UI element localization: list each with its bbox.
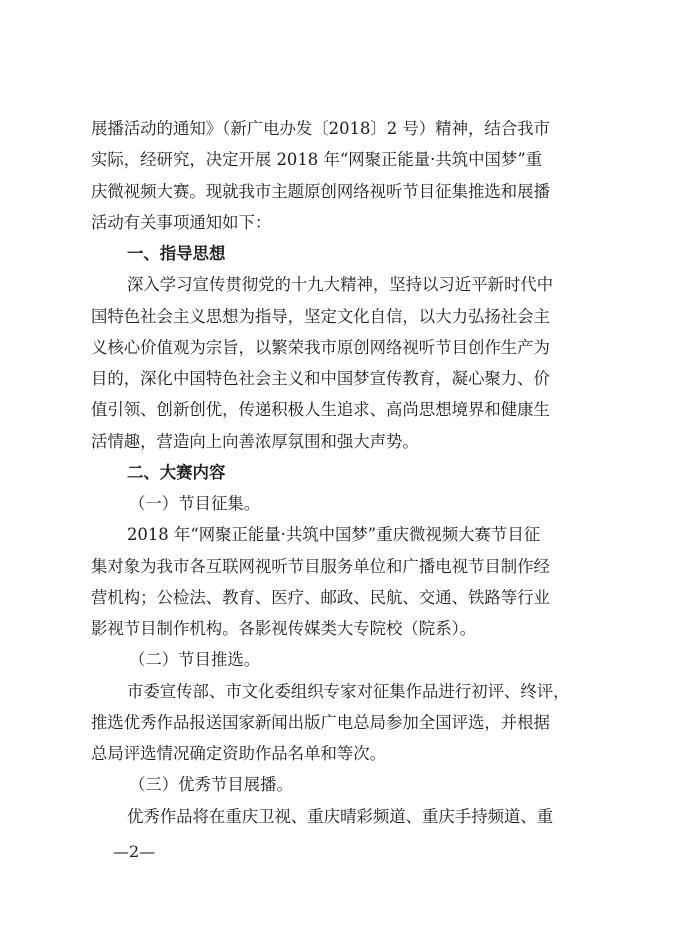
- body-line: 展播活动的通知》（新广电办发〔2018〕2 号）精神，结合我市: [91, 119, 550, 138]
- section-heading: 二、大赛内容: [127, 463, 226, 482]
- body-line: 影视节目制作机构。各影视传媒类大专院校（院系）。: [91, 619, 477, 638]
- body-line: 总局评选情况确定资助作品名单和等次。: [91, 744, 387, 763]
- body-line: 市委宣传部、市文化委组织专家对征集作品进行初评、终评，: [127, 682, 570, 701]
- body-line: 活情趣，营造向上向善浓厚氛围和强大声势。: [91, 432, 419, 451]
- body-line: 实际，经研究，决定开展 2018 年“网聚正能量·共筑中国梦”重: [91, 150, 543, 169]
- body-line: 国特色社会主义思想为指导，坚定文化自信，以大力弘扬社会主: [91, 307, 550, 326]
- body-line: 营机构；公检法、教育、医疗、邮政、民航、交通、铁路等行业: [91, 588, 550, 607]
- body-line: 优秀作品将在重庆卫视、重庆晴彩频道、重庆手持频道、重: [127, 807, 554, 826]
- body-line: 推选优秀作品报送国家新闻出版广电总局参加全国评选，并根据: [91, 713, 550, 732]
- body-line: 2018 年“网聚正能量·共筑中国梦”重庆微视频大赛节目征: [127, 525, 541, 544]
- body-line: 义核心价值观为宗旨，以繁荣我市原创网络视听节目创作生产为: [91, 338, 550, 357]
- body-line: 庆微视频大赛。现就我市主题原创网络视听节目征集推选和展播: [91, 182, 550, 201]
- body-line: 目的，深化中国特色社会主义和中国梦宣传教育，凝心聚力、价: [91, 369, 550, 388]
- subsection-heading: （三）优秀节目展播。: [129, 775, 293, 794]
- subsection-heading: （一）节目征集。: [129, 494, 261, 513]
- subsection-heading: （二）节目推选。: [129, 650, 261, 669]
- section-heading: 一、指导思想: [127, 244, 226, 263]
- body-line: 值引领、创新创优，传递积极人生追求、高尚思想境界和健康生: [91, 400, 550, 419]
- body-line: 活动有关事项通知如下：: [91, 213, 272, 232]
- page-number: —2—: [113, 842, 156, 861]
- body-line: 深入学习宣传贯彻党的十九大精神，坚持以习近平新时代中: [127, 275, 554, 294]
- body-line: 集对象为我市各互联网视听节目服务单位和广播电视节目制作经: [91, 557, 550, 576]
